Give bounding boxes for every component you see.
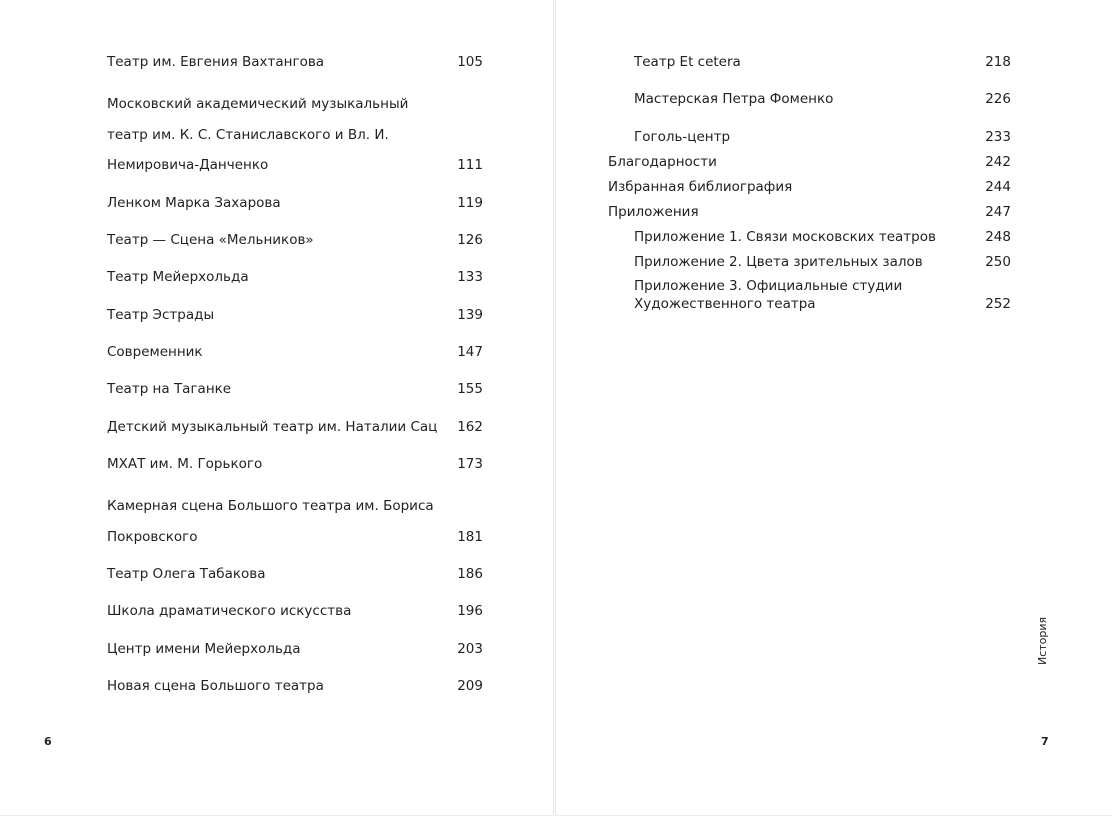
toc-entry-title: Московский академический музыкальный театр им. К. С. Станиславского и Вл. И. Немировича-Данченко: [107, 96, 409, 174]
toc-entry[interactable]: [608, 177, 1011, 197]
toc-entry[interactable]: [107, 342, 483, 362]
toc-entry[interactable]: [608, 202, 1011, 222]
toc-entry-page: 218: [985, 54, 1011, 70]
toc-entry[interactable]: [107, 676, 483, 696]
toc-entry[interactable]: [107, 491, 483, 552]
toc-entry-page: 111: [457, 157, 483, 174]
toc-entry-title: Детский музыкальный театр им. Наталии Сац: [107, 418, 438, 435]
toc-entry-page: 247: [985, 203, 1011, 220]
toc-entry[interactable]: [608, 89, 1011, 109]
toc-entry[interactable]: [608, 252, 1011, 272]
toc-entry-page: 119: [457, 194, 483, 211]
toc-entry[interactable]: [107, 454, 483, 474]
toc-entry-page: 250: [985, 253, 1011, 270]
toc-entry-title: Приложения: [608, 203, 699, 220]
toc-entry-title: МХАТ им. М. Горького: [107, 455, 263, 472]
toc-entry-title: Новая сцена Большого театра: [107, 678, 324, 695]
toc-entry-title: Театр Олега Табакова: [107, 566, 266, 583]
toc-entry-title: Театр на Таганке: [107, 381, 232, 398]
toc-entry-page: 209: [457, 678, 483, 695]
toc-entry-page: 252: [985, 295, 1011, 312]
toc-entry-page: 242: [985, 153, 1011, 170]
toc-entry-title: Ленком Марка Захарова: [107, 194, 281, 211]
toc-entry-page: 233: [985, 128, 1011, 145]
toc-entry[interactable]: [107, 267, 483, 287]
toc-entry[interactable]: [107, 305, 483, 325]
toc-entry-title: Гоголь-центр: [634, 128, 731, 145]
toc-entry[interactable]: [107, 417, 483, 437]
toc-entry-page: 126: [457, 232, 483, 249]
toc-entry[interactable]: [107, 564, 483, 584]
toc-entry-page: 133: [457, 269, 483, 286]
toc-entry-page: 196: [457, 603, 483, 620]
toc-entry-title: Центр имени Мейерхольда: [107, 640, 301, 657]
toc-entry[interactable]: [107, 230, 483, 250]
toc-entry-page: 139: [457, 306, 483, 323]
toc-entry[interactable]: [107, 89, 483, 181]
toc-entry-page: 173: [457, 455, 483, 472]
toc-entry-page: 248: [985, 228, 1011, 245]
toc-entry-page: 162: [457, 418, 483, 435]
toc-entry-title: Приложение 1. Связи московских театров: [634, 228, 936, 245]
toc-entry-title: Театр Et cetera: [634, 54, 741, 70]
toc-left: [107, 52, 483, 713]
toc-entry[interactable]: [107, 639, 483, 659]
toc-entry-title: Избранная библиография: [608, 178, 793, 195]
toc-entry-title: Театр — Сцена «Мельников»: [107, 232, 314, 249]
toc-entry-page: 244: [985, 178, 1011, 195]
toc-entry-title: Приложение 3. Официальные студии Художественного театра: [634, 277, 903, 312]
toc-entry-title: Камерная сцена Большого театра им. Бориса Покровского: [107, 498, 434, 545]
toc-entry[interactable]: [608, 152, 1011, 172]
page-number-right: 7: [1041, 735, 1049, 748]
toc-entry-title: Театр Мейерхольда: [107, 269, 249, 286]
toc-entry[interactable]: [107, 193, 483, 213]
toc-entry-title: Современник: [107, 343, 203, 360]
toc-entry[interactable]: [608, 227, 1011, 247]
toc-entry-page: 147: [457, 343, 483, 360]
toc-entry[interactable]: [608, 127, 1011, 147]
toc-entry-title: Благодарности: [608, 153, 717, 170]
toc-entry-page: 105: [457, 54, 483, 70]
toc-entry[interactable]: [107, 52, 483, 72]
running-head: История: [1036, 616, 1049, 665]
toc-entry[interactable]: [608, 277, 1011, 313]
toc-entry[interactable]: [608, 52, 1011, 72]
toc-entry-title: Театр им. Евгения Вахтангова: [107, 54, 325, 70]
toc-entry-title: Школа драматического искусства: [107, 603, 352, 620]
toc-entry-page: 226: [985, 91, 1011, 108]
toc-entry-page: 181: [457, 528, 483, 545]
toc-entry-title: Мастерская Петра Фоменко: [634, 91, 834, 108]
toc-entry-page: 155: [457, 381, 483, 398]
toc-entry[interactable]: [107, 379, 483, 399]
page-number-left: 6: [44, 735, 52, 748]
toc-entry-page: 203: [457, 640, 483, 657]
toc-entry-title: Приложение 2. Цвета зрительных залов: [634, 253, 923, 270]
toc-right: [608, 52, 1011, 318]
toc-entry-page: 186: [457, 566, 483, 583]
toc-entry-title: Театр Эстрады: [107, 306, 215, 323]
toc-entry[interactable]: [107, 601, 483, 621]
